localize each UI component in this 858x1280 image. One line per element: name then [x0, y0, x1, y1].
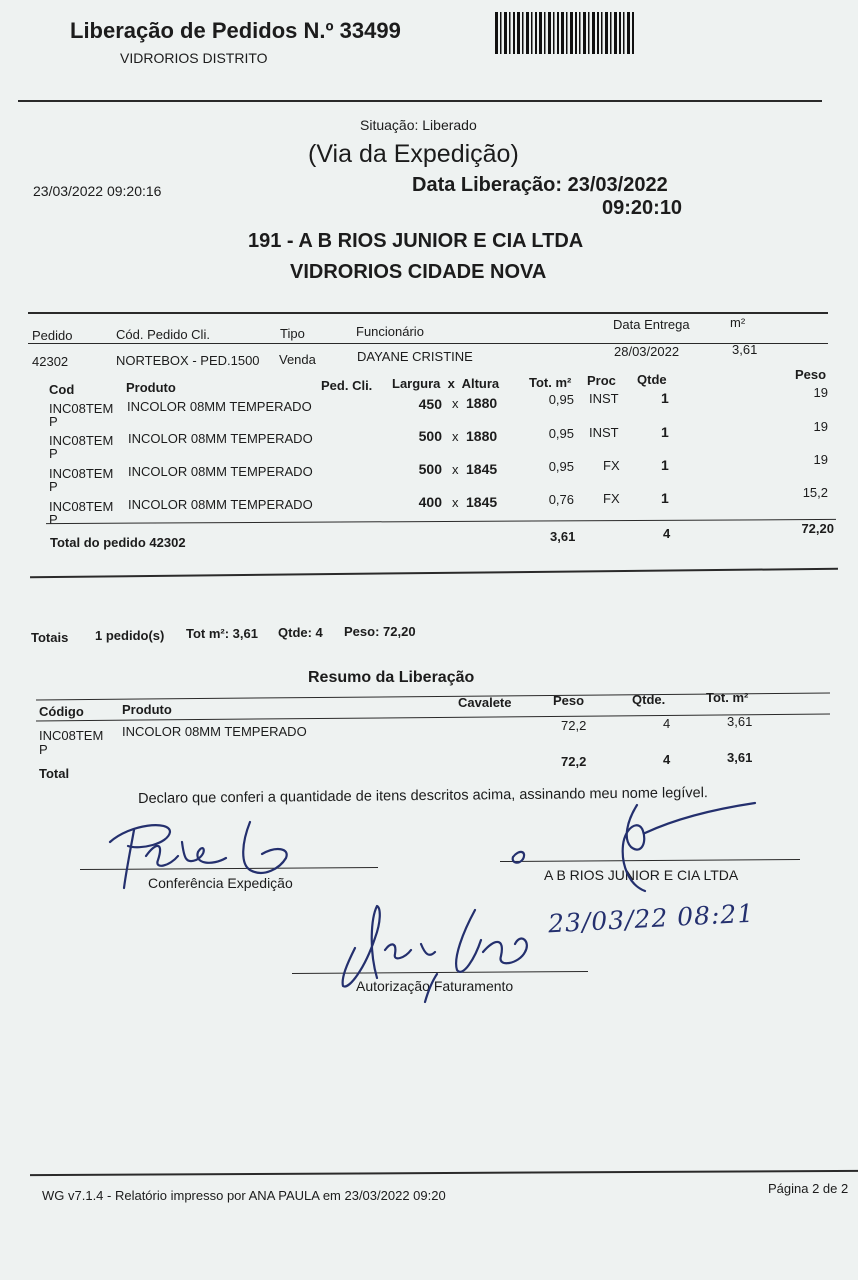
declaration-text: Declaro que conferi a quantidade de itens descritos acima, assinando meu nome legível. — [138, 785, 709, 807]
items-col-qtde: Qtde — [637, 372, 667, 387]
item-largura: 400 — [418, 494, 442, 510]
order-total-peso: 72,20 — [801, 521, 834, 536]
summary-produto: INCOLOR 08MM TEMPERADO — [122, 724, 307, 739]
totals-tot-m2: Tot m²: 3,61 — [186, 626, 258, 641]
summary-total-tot-m2: 3,61 — [727, 750, 753, 765]
signature-label-client: A B RIOS JUNIOR E CIA LTDA — [544, 867, 739, 883]
item-x: x — [452, 429, 459, 444]
item-tot-m2: 0,95 — [548, 392, 574, 407]
summary-col-cavalete: Cavalete — [458, 695, 512, 710]
summary-tot-m2: 3,61 — [727, 714, 753, 729]
summary-total-qtde: 4 — [663, 752, 671, 767]
order-bottom-divider — [30, 568, 838, 578]
item-qtde: 1 — [661, 490, 669, 506]
summary-col-codigo: Código — [39, 704, 84, 719]
item-peso: 19 — [813, 419, 828, 434]
via-title: (Via da Expedição) — [308, 140, 519, 168]
col-tipo: Tipo — [280, 326, 305, 341]
summary-codigo: INC08TEM — [39, 728, 104, 743]
barcode-icon — [495, 12, 635, 54]
col-data-entrega: Data Entrega — [613, 317, 690, 332]
footer-printed-by: WG v7.1.4 - Relatório impresso por ANA PAULA em 23/03/2022 09:20 — [42, 1188, 446, 1203]
handwritten-date: 23/03/22 08:21 — [547, 898, 755, 939]
summary-col-qtde: Qtde. — [632, 692, 666, 707]
report-title: Liberação de Pedidos N.º 33499 — [70, 18, 401, 43]
item-altura: 1845 — [466, 461, 498, 477]
summary-total-peso: 72,2 — [561, 754, 587, 769]
item-x: x — [452, 396, 459, 411]
items-col-peso: Peso — [795, 367, 827, 382]
order-total-divider — [46, 519, 836, 524]
signature-client-drawing — [505, 785, 765, 895]
signature-conferencia-drawing — [100, 812, 300, 892]
item-produto: INCOLOR 08MM TEMPERADO — [128, 431, 313, 446]
item-cod: INC08TEM — [49, 401, 114, 416]
summary-peso: 72,2 — [561, 718, 587, 733]
summary-codigo-cont: P — [39, 742, 48, 757]
col-pedido: Pedido — [32, 328, 73, 343]
item-x: x — [452, 495, 459, 510]
item-qtde: 1 — [661, 390, 669, 406]
totals-peso: Peso: 72,20 — [344, 624, 416, 639]
item-largura: 500 — [418, 461, 442, 477]
signature-autorizacao-drawing — [325, 898, 565, 1008]
item-tot-m2: 0,95 — [548, 426, 574, 441]
company-name: VIDRORIOS DISTRITO — [120, 50, 268, 66]
summary-col-produto: Produto — [122, 702, 172, 717]
order-cod-pedido-cli: NORTEBOX - PED.1500 — [116, 353, 260, 368]
item-largura: 450 — [418, 396, 442, 412]
order-total-qtde: 4 — [663, 526, 671, 541]
totals-qtde: Qtde: 4 — [278, 625, 323, 640]
totals-pedidos: 1 pedido(s) — [95, 628, 165, 643]
item-qtde: 1 — [661, 457, 669, 473]
item-produto: INCOLOR 08MM TEMPERADO — [128, 464, 313, 479]
order-data-entrega: 28/03/2022 — [614, 344, 680, 359]
item-proc: FX — [603, 458, 620, 473]
totals-label: Totais — [31, 630, 69, 645]
item-largura: 500 — [418, 428, 442, 444]
col-m2: m² — [730, 315, 746, 330]
summary-col-peso: Peso — [553, 693, 585, 708]
item-cod: INC08TEM — [49, 466, 114, 481]
order-top-divider — [28, 312, 828, 314]
summary-qtde: 4 — [663, 716, 671, 731]
release-time: 09:20:10 — [602, 197, 683, 219]
items-col-proc: Proc — [587, 373, 616, 388]
item-cod: INC08TEM — [49, 433, 114, 448]
client-store: VIDRORIOS CIDADE NOVA — [290, 261, 547, 283]
item-proc: FX — [603, 491, 620, 506]
order-header-divider — [28, 343, 828, 344]
item-cod-cont: P — [49, 512, 58, 527]
order-total-m2: 3,61 — [550, 529, 576, 544]
item-altura: 1880 — [466, 395, 498, 411]
footer-divider — [30, 1170, 858, 1176]
item-qtde: 1 — [661, 424, 669, 440]
items-col-produto: Produto — [126, 380, 176, 395]
signature-label-autorizacao: Autorização Faturamento — [356, 978, 514, 994]
items-col-ped-cli: Ped. Cli. — [321, 378, 373, 393]
summary-title: Resumo da Liberação — [308, 669, 475, 686]
item-tot-m2: 0,76 — [548, 492, 574, 507]
col-funcionario: Funcionário — [356, 324, 424, 339]
client-name: 191 - A B RIOS JUNIOR E CIA LTDA — [248, 230, 584, 252]
order-pedido: 42302 — [32, 354, 69, 369]
item-altura: 1880 — [466, 428, 498, 444]
item-produto: INCOLOR 08MM TEMPERADO — [128, 497, 313, 512]
order-total-label: Total do pedido 42302 — [50, 535, 186, 550]
item-x: x — [452, 462, 459, 477]
item-cod: INC08TEM — [49, 499, 114, 514]
items-col-tot-m2: Tot. m² — [529, 375, 572, 390]
item-produto: INCOLOR 08MM TEMPERADO — [127, 399, 312, 414]
printed-datetime: 23/03/2022 09:20:16 — [33, 183, 162, 199]
summary-total-label: Total — [39, 766, 70, 781]
item-peso: 15,2 — [802, 485, 828, 500]
item-cod-cont: P — [49, 446, 58, 461]
summary-col-tot-m2: Tot. m² — [706, 690, 749, 705]
items-col-cod: Cod — [49, 382, 75, 397]
order-tipo: Venda — [279, 352, 316, 367]
signature-label-conferencia: Conferência Expedição — [148, 875, 293, 891]
item-peso: 19 — [813, 385, 828, 400]
status-text: Situação: Liberado — [360, 117, 477, 133]
item-tot-m2: 0,95 — [548, 459, 574, 474]
item-proc: INST — [589, 425, 619, 440]
col-cod-pedido-cli: Cód. Pedido Cli. — [116, 327, 210, 342]
item-cod-cont: P — [49, 479, 58, 494]
item-peso: 19 — [813, 452, 828, 467]
item-proc: INST — [589, 391, 619, 406]
release-date: Data Liberação: 23/03/2022 — [412, 174, 668, 196]
footer-page-number: Página 2 de 2 — [768, 1181, 849, 1196]
items-col-largura-altura: Largura x Altura — [392, 376, 500, 391]
item-cod-cont: P — [49, 414, 58, 429]
order-funcionario: DAYANE CRISTINE — [357, 349, 473, 364]
item-altura: 1845 — [466, 494, 498, 510]
order-m2: 3,61 — [732, 342, 758, 357]
header-divider — [18, 100, 822, 102]
